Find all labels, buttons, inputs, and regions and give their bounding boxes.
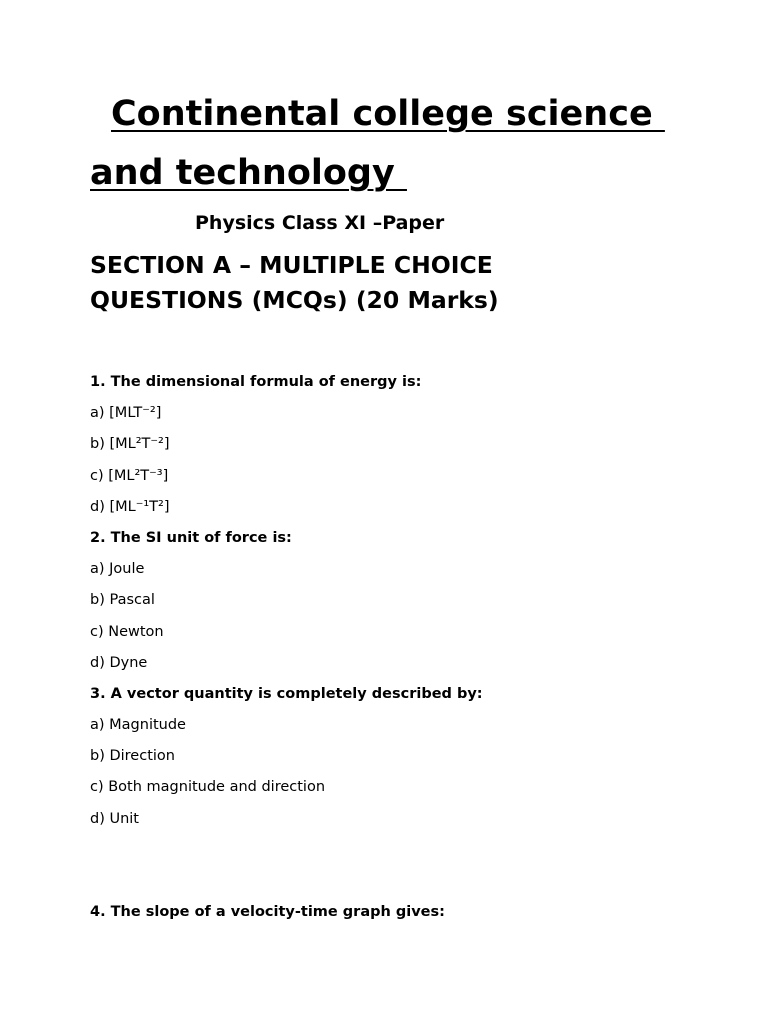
question-3	[90, 682, 690, 838]
question-1	[90, 370, 690, 526]
question-text: 4. The slope of a velocity-time graph gives:	[90, 903, 445, 920]
question-4	[90, 900, 690, 931]
option-d: d) Dyne	[90, 654, 148, 671]
document-title-line-2: and technology	[90, 153, 407, 193]
option-c: c) Newton	[90, 623, 164, 640]
question-text: 3. A vector quantity is completely described by:	[90, 685, 483, 702]
option-d: d) Unit	[90, 810, 139, 827]
option-a: a) Magnitude	[90, 717, 186, 734]
option-a: a) [MLT⁻²]	[90, 405, 162, 422]
paper-subtitle: Physics Class XI –Paper	[195, 212, 445, 234]
option-b: b) Direction	[90, 748, 175, 765]
option-b: b) [ML²T⁻²]	[90, 436, 170, 453]
option-c: c) [ML²T⁻³]	[90, 467, 169, 484]
question-2	[90, 526, 690, 682]
option-b: b) Pascal	[90, 592, 155, 609]
blank-space	[90, 838, 690, 900]
document-title-line-1: Continental college science	[111, 94, 665, 134]
option-a: a) Joule	[90, 561, 145, 578]
option-d: d) [ML⁻¹T²]	[90, 498, 170, 515]
question-text: 1. The dimensional formula of energy is:	[90, 374, 422, 390]
option-c: c) Both magnitude and direction	[90, 779, 326, 796]
question-list	[90, 370, 690, 931]
section-heading: SECTION A – MULTIPLE CHOICE QUESTIONS (MCQs) (20 Marks)	[90, 251, 499, 314]
question-text: 2. The SI unit of force is:	[90, 529, 292, 546]
